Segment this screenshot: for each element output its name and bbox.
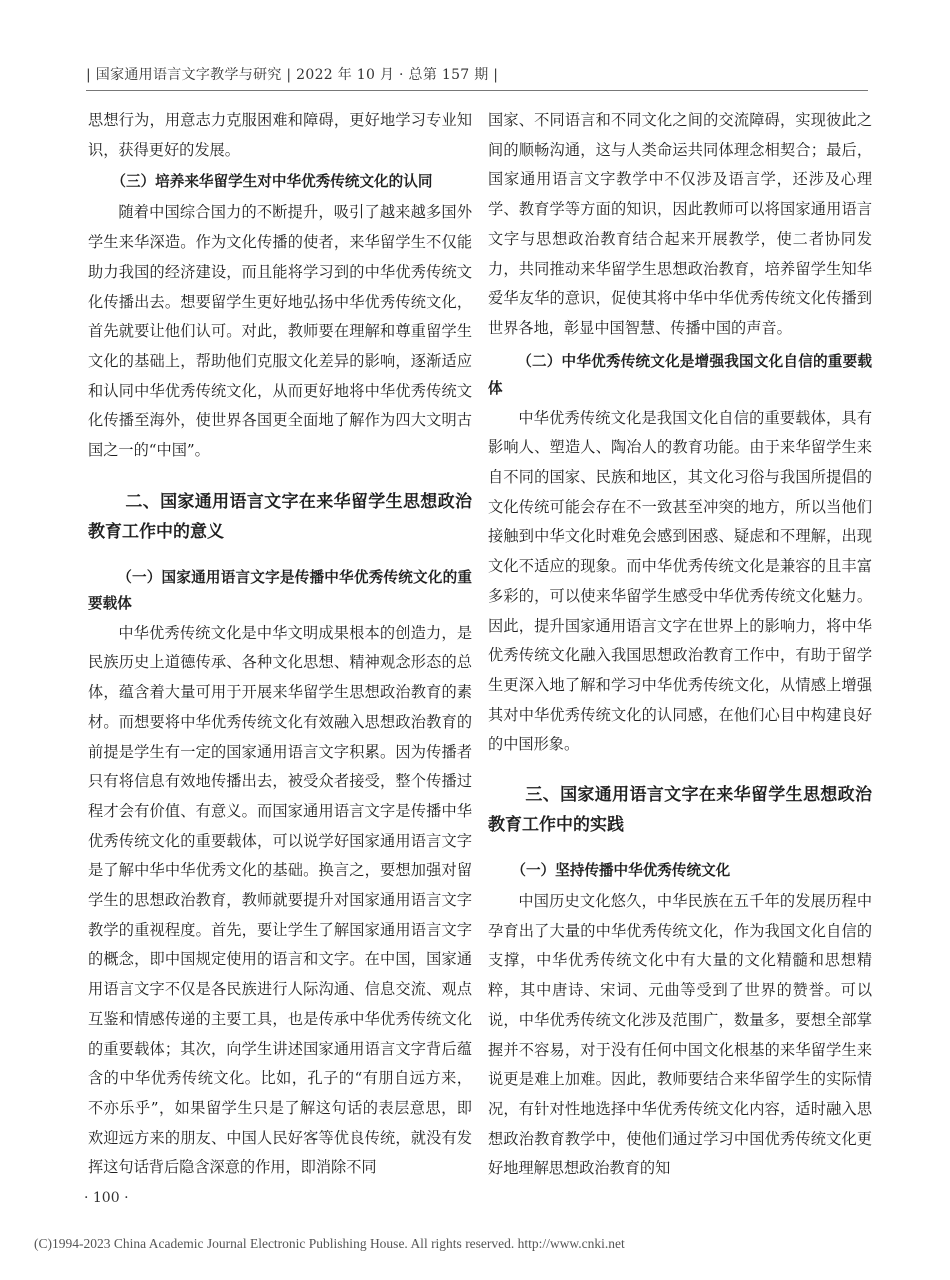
subsection-2-title: （二）中华优秀传统文化是增强我国文化自信的重要载体 [488,352,872,397]
running-head: | 国家通用语言文字教学与研究 | 2022 年 10 月 · 总第 157 期 | [86,67,499,83]
left-paragraph-1: 思想行为，用意志力克服困难和障碍，更好地学习专业知识，获得更好的发展。 [88,111,472,159]
section-3-title: 三、国家通用语言文字在来华留学生思想政治教育工作中的实践 [488,785,872,836]
right-paragraph-2: 中华优秀传统文化是我国文化自信的重要载体，具有影响人、塑造人、陶冶人的教育功能。由于来华留学生来自不同的国家、民族和地区，其文化习俗与我国所提倡的文化传统可能会存在不一致甚至冲突的地方，所以当他们接触到中华文化时难免会感到困惑、疑虑和不理解，出现文化不适应的现象。而中华优秀传统文化是兼容的且丰富多彩的，可以使来华留学生感受中华优秀传统文化魅力。因此，提升国家通用语言文字在世界上的影响力，将中华优秀传统文化融入我国思想政治教育工作中，有助于留学生更深入地了解和学习中华优秀传统文化，从情感上增强其对中华优秀传统文化的认同感，在他们心目中构建良好的中国形象。 [488,408,872,754]
subsection-3-title: （三）培养来华留学生对中华优秀传统文化的认同 [111,173,433,191]
left-paragraph-2: 随着中国综合国力的不断提升，吸引了越来越多国外学生来华深造。作为文化传播的使者，来华留学生不仅能助力我国的经济建设，而且能将学习到的中华优秀传统文化传播出去。想要留学生更好地弘扬中华优秀传统文化，首先就要让他们认可。对此，教师要在理解和尊重留学生文化的基础上，帮助他们克服文化差异的影响，逐渐适应和认同中华优秀传统文化，从而更好地将中华优秀传统文化传播至海外，使世界各国更全面地了解作为四大文明古国之一的“中国”。 [88,203,472,460]
copyright-footer: (C)1994-2023 China Academic Journal Electronic Publishing House. All rights reserved. http://www.cnki.net [34,1236,625,1251]
section-2-title: 二、国家通用语言文字在来华留学生思想政治教育工作中的意义 [88,491,472,542]
header-rule [86,90,868,91]
subsection-1-title-right: （一）坚持传播中华优秀传统文化 [511,862,731,880]
subsection-1-title: （一）国家通用语言文字是传播中华优秀传统文化的重要载体 [88,568,472,612]
page-number: · 100 · [84,1190,129,1206]
left-column [88,106,472,1183]
left-paragraph-3: 中华优秀传统文化是中华文明成果根本的创造力，是民族历史上道德传承、各种文化思想、精神观念形态的总体，蕴含着大量可用于开展来华留学生思想政治教育的素材。而想要将中华优秀传统文化有效融入思想政治教育的前提是学生有一定的国家通用语言文字积累。因为传播者只有将信息有效地传播出去，被受众者接受，整个传播过程才会有价值、有意义。而国家通用语言文字是传播中华优秀传统文化的重要载体，可以说学好国家通用语言文字是了解中华中华优秀文化的基础。换言之，要想加强对留学生的思想政治教育，教师就要提升对国家通用语言文字教学的重视程度。首先，要让学生了解国家通用语言文字的概念，即中国规定使用的语言和文字。在中国，国家通用语言文字不仅是各民族进行人际沟通、信息交流、观点互鉴和情感传递的主要工具，也是传承中华优秀传统文化的重要载体；其次，向学生讲述国家通用语言文字背后蕴含的中华优秀传统文化。比如，孔子的“有朋自远方来，不亦乐乎”，如果留学生只是了解这句话的表层意思，即欢迎远方来的朋友、中国人民好客等优良传统，就没有发挥这句话背后隐含深意的作用，即消除不同 [88,623,472,1177]
right-paragraph-1: 国家、不同语言和不同文化之间的交流障碍，实现彼此之间的顺畅沟通，这与人类命运共同体理念相契合；最后，国家通用语言文字教学中不仅涉及语言学，还涉及心理学、教育学等方面的知识，因此教师可以将国家通用语言文字与思想政治教育结合起来开展教学，使二者协同发力，共同推动来华留学生思想政治教育，培养留学生知华爱华友华的意识，促使其将中华中华优秀传统文化传播到世界各地，彰显中国智慧、传播中国的声音。 [488,111,872,337]
right-column [488,106,872,1184]
right-paragraph-3: 中国历史文化悠久，中华民族在五千年的发展历程中孕育出了大量的中华优秀传统文化，作为我国文化自信的支撑，中华优秀传统文化中有大量的文化精髓和思想精粹，其中唐诗、宋词、元曲等受到了世界的赞誉。可以说，中华优秀传统文化涉及范围广，数量多，要想全部掌握并不容易，对于没有任何中国文化根基的来华留学生来说更是难上加难。因此，教师要结合来华留学生的实际情况，有针对性地选择中华优秀传统文化内容，适时融入思想政治教育教学中，使他们通过学习中国优秀传统文化更好地理解思想政治教育的知 [488,892,872,1178]
